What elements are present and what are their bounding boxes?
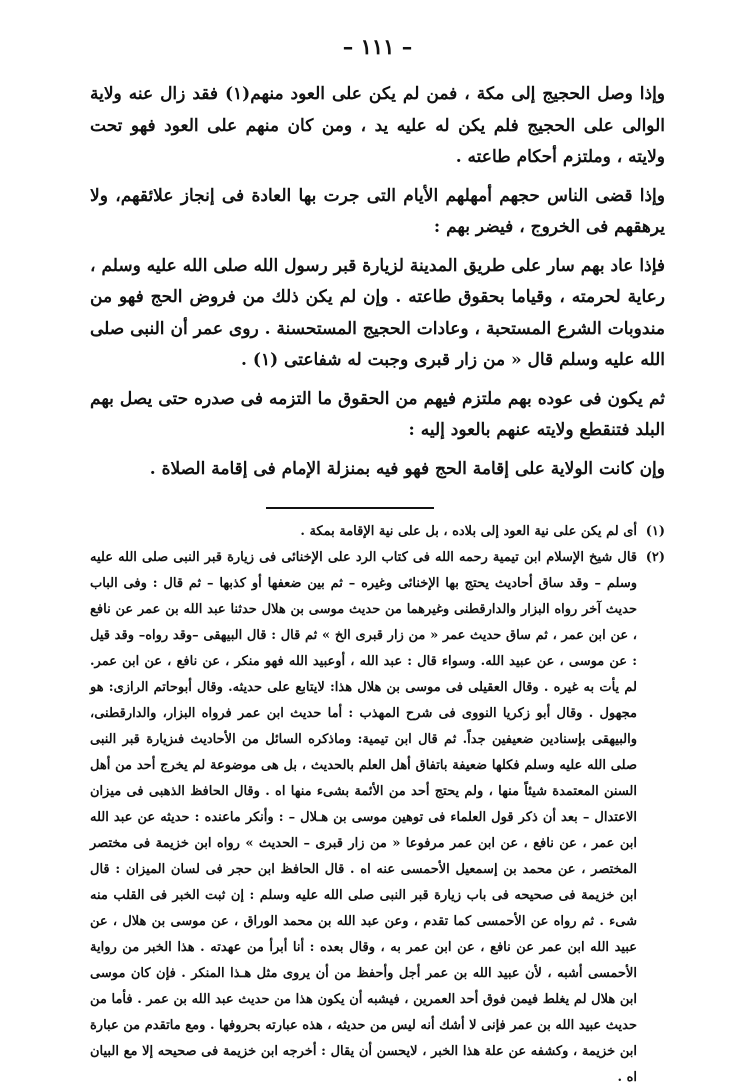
footnote-number: (١) xyxy=(645,524,665,539)
footnote-number: (٢) xyxy=(645,550,665,565)
footnote xyxy=(90,519,665,545)
footnote xyxy=(90,545,665,1091)
footnote-separator xyxy=(266,507,434,509)
paragraph: وإن كانت الولاية على إقامة الحج فهو فيه بمنزلة الإمام فى إقامة الصلاة . xyxy=(149,458,665,479)
paragraph: ثم يكون فى عوده بهم ملتزم فيهم من الحقوق ما التزمه فى صدره حتى يصل بهم البلد فتنقطع ولايته عنهم بالعود إليه : xyxy=(90,388,665,440)
footnote-text: أى لم يكن على نية العود إلى بلاده ، بل على نية الإقامة بمكة . xyxy=(300,524,637,539)
paragraph: وإذا قضى الناس حجهم أمهلهم الأيام التى جرت بها العادة فى إنجاز علائقهم، ولا يرهقهم فى الخروج ، فيضر بهم : xyxy=(90,185,665,237)
footnote-text: قال شيخ الإسلام ابن تيمية رحمه الله فى كتاب الرد على الإخنائى فى زيارة قبر النبى صلى الله عليه وسلم – وقد ساق أحاديث يحتج بها الإخنائى وغيره – ثم بين ضعفها أو كذبها – ثم قال : وفى الباب حديث آخر رواه البزار والدارقطنى وغيرهما من حديث موسى بن هلال حدثنا عبد الله بن عمر عن نافع ، عن ابن عمر ، ثم ساق حديث عمر « من زار قبرى الخ » ثم قال : قال البيهقى –وقد رواه– وقد قيل : عن موسى ، عن عبيد الله. وسواء قال : عبد الله ، أوعبيد الله فهو منكر ، عن نافع ، عن ابن عمر. لم يأت به غيره . وقال العقيلى فى موسى بن هلال هذا: لايتابع على حديثه. وقال أبوحاتم الرازى: هو مجهول . وقال أبو زكريا النووى فى شرح المهذب : أما حديث ابن عمر فرواه البزار، والدارقطنى، والبيهقى بإسنادين ضعيفين جداً. ثم قال ابن تيمية: وماذكره السائل من الأحاديث فىزيارة قبر النبى صلى الله عليه وسلم فكلها ضعيفة باتفاق أهل العلم بالحديث ، بل هى موضوعة لم يخرج أحد من أهل السنن المعتمدة شيئاً منها ، ولم يحتج أحد من الأئمة بشىء منها اه . وقال الحافظ الذهبى فى ميزان الاعتدال – بعد أن ذكر قول العلماء فى توهين موسى بن هـلال – : وأنكر ماعنده : حديثه عن عبد الله ابن عمر ، عن نافع ، عن ابن عمر مرفوعا « من زار قبرى – الحديث » رواه ابن خزيمة فى مختصر المختصر ، عن محمد بن إسمعيل الأحمسى عنه اه . قال الحافظ ابن حجر فى لسان الميزان : قال ابن خزيمة فى صحيحه فى باب زيارة قبر النبى صلى الله عليه وسلم : إن ثبت الخبر فى القلب منه شىء . ثم رواه عن الأحمسى كما تقدم ، وعن عبد الله بن محمد الوراق ، عن موسى بن هلال ، عن عبيد الله ابن عمر عن نافع ، عن ابن عمر به ، وقال بعده : أنا أبرأ من عهدته . هذا الخبر من رواية الأحمسى أشبه ، لأن عبيد الله بن عمر أجل وأحفظ من أن يروى مثل هـذا المنكر . فإن كان موسى ابن هلال لم يغلط فيمن فوق أحد العمرين ، فيشبه أن يكون هذا من حديث عبد الله بن عمر . فأما من حديث عبيد الله بن عمر فإنى لا أشك أنه ليس من حديثه ، هذه عبارته بحروفها . ومع ماتقدم من عبارة ابن خزيمة ، وكشفه عن علة هذا الخبر ، لايحسن أن يقال : أخرجه ابن خزيمة فى صحيحه إلا مع البيان اه . xyxy=(90,550,637,1085)
paragraph: فإذا عاد بهم سار على طريق المدينة لزيارة قبر رسول الله صلى الله عليه وسلم ، رعاية لحرمته ، وقياما بحقوق طاعته . وإن لم يكن ذلك من فروض الحج فهو من مندوبات الشرع المستحبة ، وعادات الحجيج المستحسنة . روى عمر أن النبى صلى الله عليه وسلم قال « من زار قبرى وجبت له شفاعتى (١) . xyxy=(90,255,665,370)
page-number: – ١١١ – xyxy=(342,34,413,59)
main-text xyxy=(90,79,665,485)
paragraph: وإذا وصل الحجيج إلى مكة ، فمن لم يكن على العود منهم(١) فقد زال عنه ولاية الوالى على الحجيج فلم يكن له عليه يد ، ومن كان منهم على العود فهو تحت ولايته ، وملتزم أحكام طاعته . xyxy=(90,84,665,167)
footnotes xyxy=(90,519,665,1091)
